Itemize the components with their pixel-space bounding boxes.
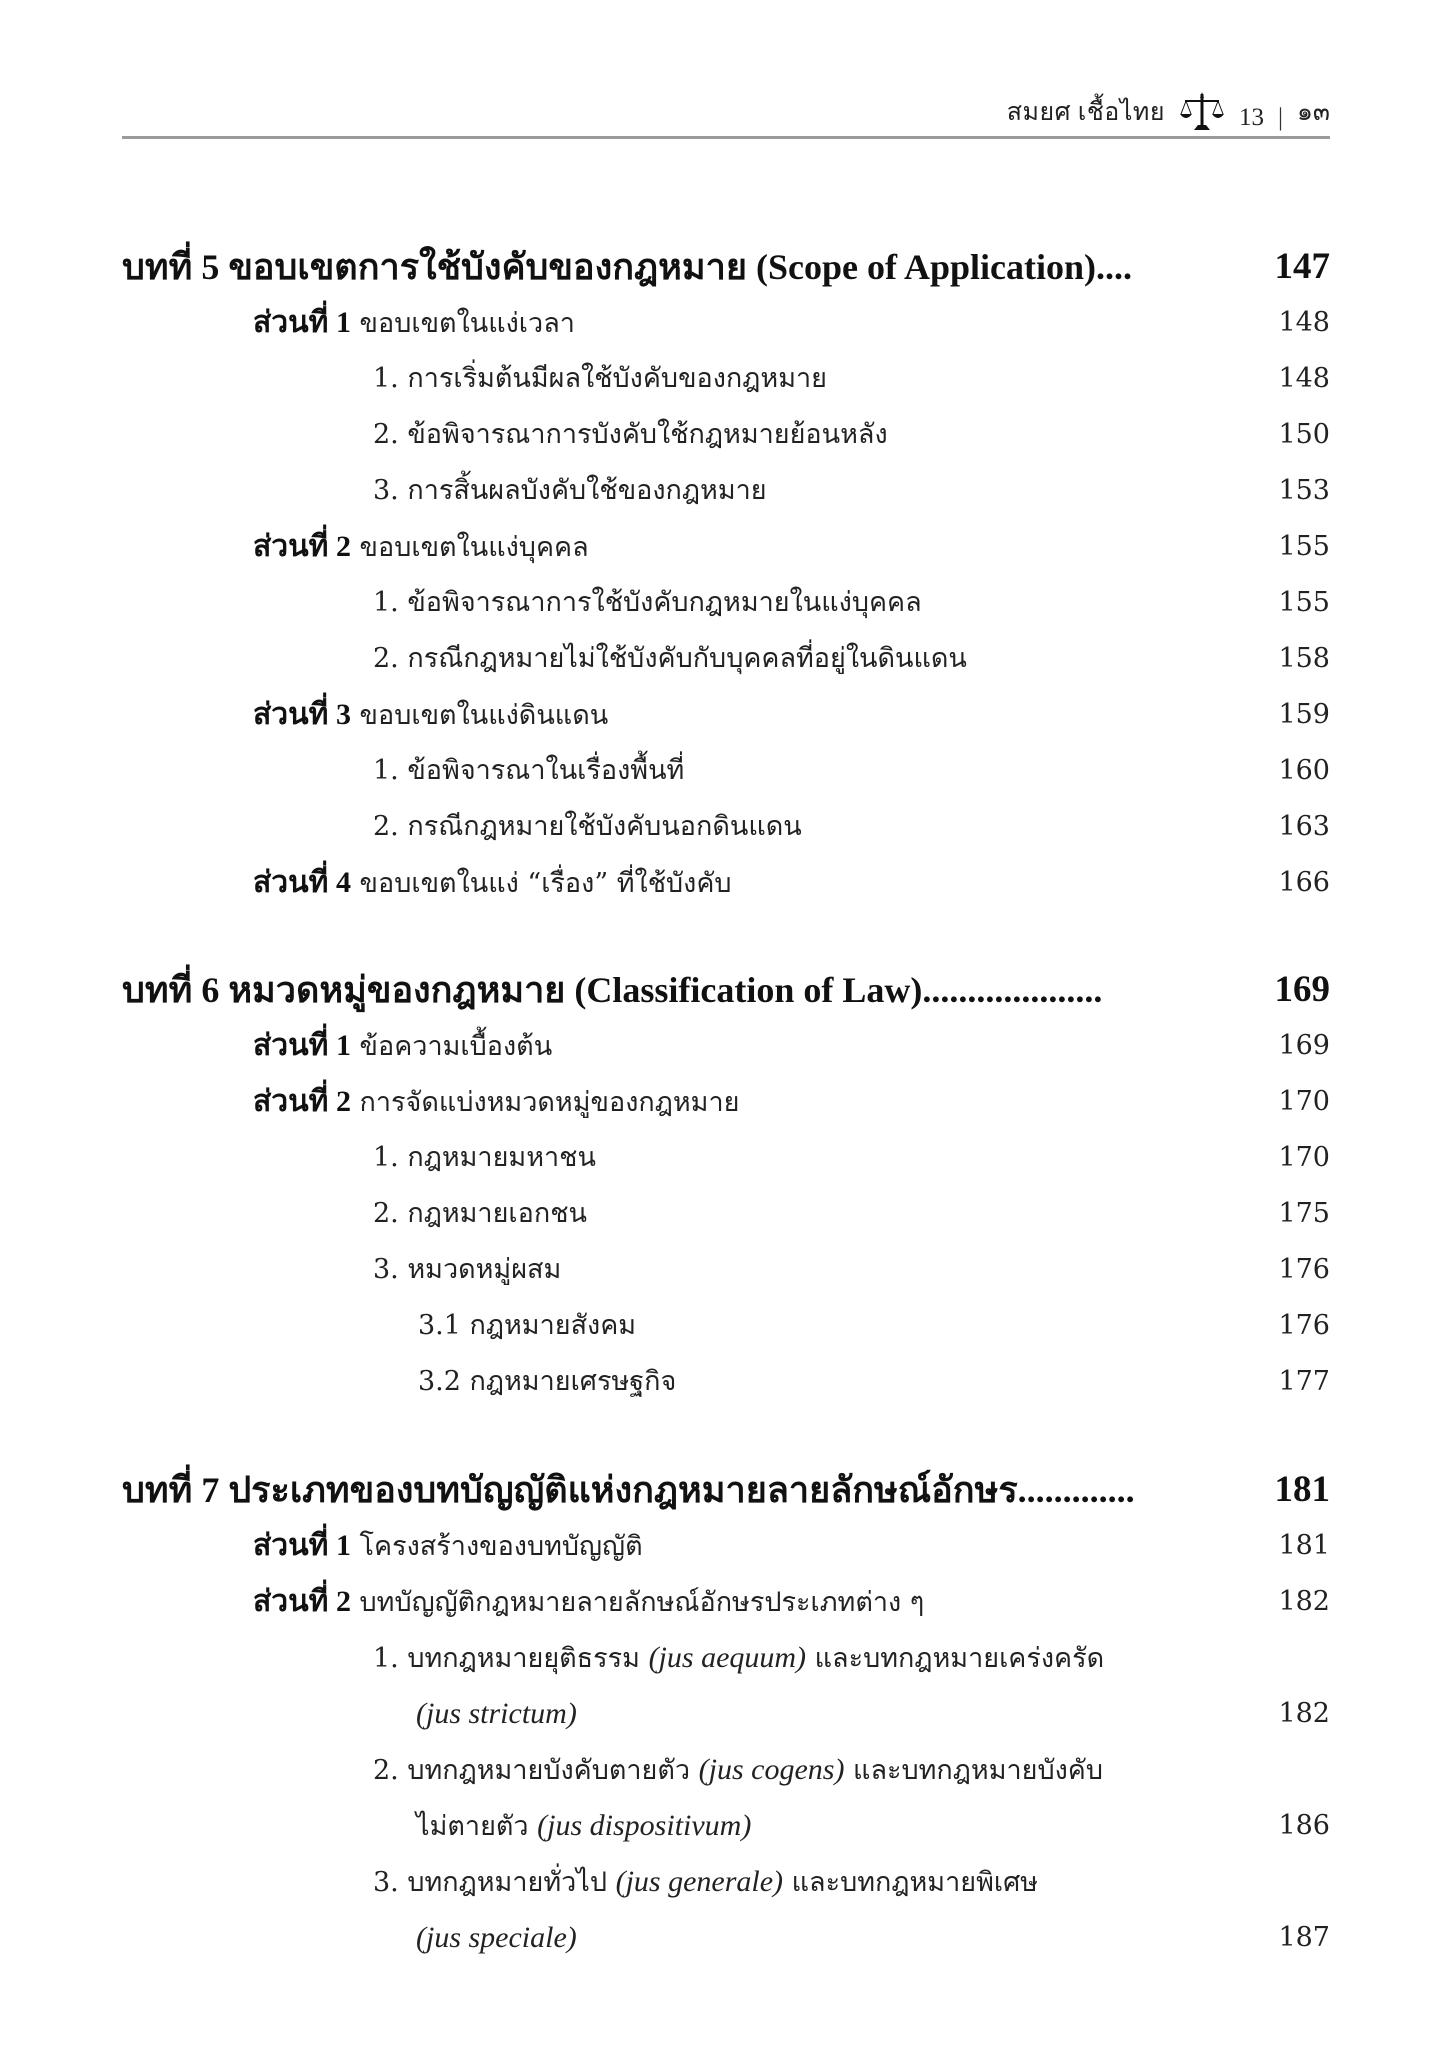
item-latin-term: (jus speciale) (416, 1921, 577, 1954)
subitem-title: 3.2 กฎหมายเศรษฐกิจ (418, 1366, 677, 1397)
item-title: 1. กฎหมายมหาชน (373, 1142, 596, 1173)
item-page: 182 (1278, 1698, 1330, 1729)
item-prefix: 2. บทกฎหมายบังคับตายตัว (373, 1755, 699, 1786)
subitem-page: 176 (1278, 1310, 1330, 1341)
page-number-thai: ๑๓ (1297, 99, 1330, 126)
item-page: 175 (1278, 1198, 1330, 1229)
section-page: 181 (1278, 1530, 1330, 1561)
toc-item[interactable] (0, 746, 1448, 796)
section-page: 159 (1278, 699, 1330, 730)
toc-item[interactable] (0, 410, 1448, 460)
section-label: ส่วนที่ 1 (253, 1029, 351, 1062)
section-label: ส่วนที่ 2 (253, 530, 351, 563)
toc-item[interactable] (0, 1745, 1448, 1795)
item-latin-term: (jus strictum) (416, 1697, 577, 1730)
page-number-arabic: 13 (1239, 104, 1265, 131)
item-title: 3. หมวดหมู่ผสม (373, 1254, 562, 1285)
section-title: ขอบเขตในแง่เวลา (359, 308, 575, 339)
chapter-title: บทที่ 6 หมวดหมู่ของกฎหมาย (Classification of Law).................... (122, 970, 1103, 1010)
toc-section[interactable] (0, 858, 1448, 908)
section-title: ขอบเขตในแง่ “เรื่อง” ที่ใช้บังคับ (359, 868, 732, 899)
toc-section[interactable] (0, 1077, 1448, 1127)
item-page: 153 (1278, 475, 1330, 506)
chapter-page: 181 (1274, 1469, 1330, 1510)
toc-section[interactable] (0, 298, 1448, 348)
section-title: ข้อความเบื้องต้น (359, 1031, 553, 1062)
toc-section[interactable] (0, 1021, 1448, 1071)
toc-item[interactable] (0, 802, 1448, 852)
section-page: 169 (1278, 1030, 1330, 1061)
section-label: ส่วนที่ 4 (253, 866, 351, 899)
section-label: ส่วนที่ 1 (253, 306, 351, 339)
item-prefix: 3. บทกฎหมายทั่วไป (373, 1867, 616, 1898)
toc-chapter-6[interactable] (0, 965, 1448, 1015)
toc-section[interactable] (0, 690, 1448, 740)
item-page: 170 (1278, 1142, 1330, 1173)
section-page: 148 (1278, 307, 1330, 338)
section-title: ขอบเขตในแง่บุคคล (359, 532, 589, 563)
item-page: 187 (1278, 1922, 1330, 1953)
toc-item[interactable] (0, 1633, 1448, 1683)
item-title: 3. การสิ้นผลบังคับใช้ของกฎหมาย (373, 475, 767, 506)
item-latin-term: (jus dispositivum) (537, 1809, 752, 1842)
chapter-title: บทที่ 7 ประเภทของบทบัญญัติแห่งกฎหมายลายลักษณ์อักษร............. (122, 1470, 1135, 1510)
item-page: 163 (1278, 811, 1330, 842)
header-author: สมยศ เชื้อไทย (1006, 99, 1166, 126)
item-suffix: และบทกฎหมายเคร่งครัด (806, 1643, 1105, 1674)
item-prefix: ไม่ตายตัว (416, 1811, 538, 1842)
item-page: 155 (1278, 587, 1330, 618)
section-title: โครงสร้างของบทบัญญัติ (359, 1531, 643, 1562)
item-latin-term: (jus aequum) (648, 1641, 807, 1674)
item-suffix: และบทกฎหมายบังคับ (844, 1755, 1103, 1786)
item-page: 150 (1278, 419, 1330, 450)
chapter-page: 169 (1274, 969, 1330, 1010)
chapter-title: บทที่ 5 ขอบเขตการใช้บังคับของกฎหมาย (Scope of Application).... (122, 247, 1132, 287)
toc-section[interactable] (0, 522, 1448, 572)
toc-item-continuation[interactable] (0, 1801, 1448, 1851)
toc-chapter-5[interactable] (0, 242, 1448, 292)
toc-item-continuation[interactable] (0, 1689, 1448, 1739)
toc-item[interactable] (0, 466, 1448, 516)
toc-item[interactable] (0, 1133, 1448, 1183)
item-title: 1. การเริ่มต้นมีผลใช้บังคับของกฎหมาย (373, 363, 827, 394)
toc-item[interactable] (0, 354, 1448, 404)
section-label: ส่วนที่ 3 (253, 698, 351, 731)
scales-of-justice-icon (1179, 92, 1225, 132)
section-title: การจัดแบ่งหมวดหมู่ของกฎหมาย (359, 1087, 740, 1118)
section-label: ส่วนที่ 1 (253, 1529, 351, 1562)
subitem-title: 3.1 กฎหมายสังคม (418, 1310, 637, 1341)
running-header (122, 92, 1330, 139)
item-page: 176 (1278, 1254, 1330, 1285)
toc-chapter-7[interactable] (0, 1465, 1448, 1515)
header-separator: | (1278, 104, 1284, 131)
item-latin-term: (jus generale) (615, 1865, 784, 1898)
chapter-page: 147 (1274, 246, 1330, 287)
item-title: 2. กรณีกฎหมายใช้บังคับนอกดินแดน (373, 811, 802, 842)
toc-item-continuation[interactable] (0, 1913, 1448, 1963)
item-title: 2. กฎหมายเอกชน (373, 1198, 587, 1229)
subitem-page: 177 (1278, 1366, 1330, 1397)
section-page: 166 (1278, 867, 1330, 898)
section-title: ขอบเขตในแง่ดินแดน (359, 700, 609, 731)
item-title: 2. กรณีกฎหมายไม่ใช้บังคับกับบุคคลที่อยู่ในดินแดน (373, 643, 967, 674)
toc-item[interactable] (0, 1189, 1448, 1239)
item-title: 1. ข้อพิจารณาการใช้บังคับกฎหมายในแง่บุคคล (373, 587, 922, 618)
section-page: 170 (1278, 1086, 1330, 1117)
item-latin-term: (jus cogens) (698, 1753, 845, 1786)
toc-subitem[interactable] (0, 1357, 1448, 1407)
toc-item[interactable] (0, 578, 1448, 628)
section-label: ส่วนที่ 2 (253, 1085, 351, 1118)
toc-item[interactable] (0, 1857, 1448, 1907)
item-page: 160 (1278, 755, 1330, 786)
section-page: 182 (1278, 1586, 1330, 1617)
toc-item[interactable] (0, 1245, 1448, 1295)
toc-section[interactable] (0, 1521, 1448, 1571)
header-right-group (1007, 92, 1330, 132)
item-page: 158 (1278, 643, 1330, 674)
item-prefix: 1. บทกฎหมายยุติธรรม (373, 1643, 649, 1674)
item-suffix: และบทกฎหมายพิเศษ (783, 1867, 1039, 1898)
toc-section[interactable] (0, 1577, 1448, 1627)
section-page: 155 (1278, 531, 1330, 562)
item-page: 148 (1278, 363, 1330, 394)
toc-subitem[interactable] (0, 1301, 1448, 1351)
section-label: ส่วนที่ 2 (253, 1585, 351, 1618)
item-title: 1. ข้อพิจารณาในเรื่องพื้นที่ (373, 755, 685, 786)
toc-item[interactable] (0, 634, 1448, 684)
item-page: 186 (1278, 1810, 1330, 1841)
item-title: 2. ข้อพิจารณาการบังคับใช้กฎหมายย้อนหลัง (373, 419, 888, 450)
section-title: บทบัญญัติกฎหมายลายลักษณ์อักษรประเภทต่าง ๆ (359, 1587, 925, 1618)
